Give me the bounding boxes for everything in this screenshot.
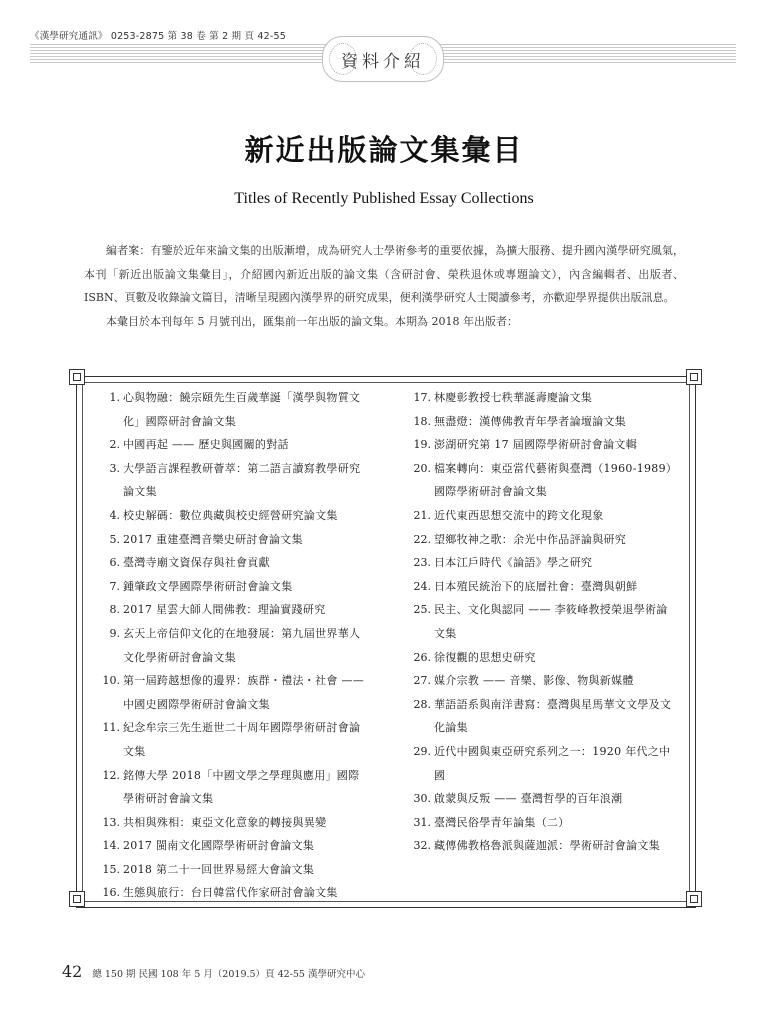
list-item-number: 17. <box>413 391 431 404</box>
list-item-number: 20. <box>413 461 431 475</box>
frame-corner-ornament <box>69 369 85 385</box>
frame-corner-ornament <box>69 891 85 907</box>
list-item-number: 7. <box>109 579 120 593</box>
list-item <box>405 386 675 410</box>
list-item <box>405 646 675 670</box>
list-item-number: 13. <box>102 815 120 829</box>
list-item <box>405 528 675 552</box>
list-item <box>405 551 675 575</box>
list-item-number: 16. <box>102 886 120 900</box>
list-item-number: 2. <box>109 438 120 452</box>
footer-text: 總 150 期 民國 108 年 5 月（2019.5）頁 42-55 漢學研究中心 <box>92 969 365 980</box>
list-item <box>405 433 675 457</box>
list-item-title: 玄天上帝信仰文化的在地發展：第九屆世界華人文化學術研討會論文集 <box>123 626 361 664</box>
list-item-title: 無盡燈：漢傳佛教青年學者論壇論文集 <box>434 414 627 428</box>
editor-note <box>84 239 684 333</box>
list-item <box>405 787 675 811</box>
list-item-number: 18. <box>413 414 431 428</box>
list-item-number: 4. <box>109 508 120 522</box>
list-item <box>98 622 368 669</box>
list-item-number: 5. <box>109 532 120 546</box>
list-item-number: 15. <box>102 862 120 876</box>
list-item <box>98 811 368 835</box>
editor-note-paragraph: 編者案：有鑒於近年來論文集的出版漸增，成為研究人士學術參考的重要依據，為擴大服務、提升國內漢學研究風氣，本刊「新近出版論文集彙目」，介紹國內新近出版的論文集（含研討會、榮秩退休或專題論文），內含編輯者、出版者、ISBN、頁數及收錄論文篇目，清晰呈現國內漢學界的研究成果，便利漢學研究人士閱讀參考，亦歡迎學界提供出版訊息。 <box>84 244 684 304</box>
list-item-title: 生態與旅行：台日韓當代作家研討會論文集 <box>123 886 338 900</box>
list-item-title: 日本殖民統治下的底層社會：臺灣與朝鮮 <box>434 579 638 593</box>
list-item <box>98 504 368 528</box>
editor-note-paragraph: 本彙目於本刊每年 5 月號刊出，匯集前一年出版的論文集。本期為 2018 年出版者： <box>106 314 518 328</box>
list-item-number: 11. <box>102 721 120 735</box>
list-item-title: 近代東西思想交流中的跨文化現象 <box>434 508 604 522</box>
list-item-title: 臺灣民俗學青年論集（二） <box>434 815 570 829</box>
list-item-title: 檔案轉向：東亞當代藝術與臺灣（1960-1989）國際學術研討會論文集 <box>434 461 672 499</box>
list-item <box>98 764 368 811</box>
list-item-number: 28. <box>413 697 431 711</box>
list-item <box>405 669 675 693</box>
list-item-number: 31. <box>413 815 431 829</box>
list-item-number: 1. <box>109 391 120 404</box>
list-item-title: 共相與殊相：東亞文化意象的轉接與異變 <box>123 815 327 829</box>
list-item <box>98 716 368 763</box>
list-item <box>98 598 368 622</box>
list-item-title: 2017 重建臺灣音樂史研討會論文集 <box>123 532 303 546</box>
list-item <box>98 528 368 552</box>
list-item <box>405 811 675 835</box>
list-item-title: 啟蒙與反叛 —— 臺灣哲學的百年浪潮 <box>434 792 623 806</box>
list-item-number: 21. <box>413 508 431 522</box>
list-item-number: 29. <box>413 744 431 758</box>
page-title: 新近出版論文集彙目 <box>244 133 524 167</box>
list-item <box>98 881 368 905</box>
list-item-number: 3. <box>109 461 120 475</box>
list-item-title: 媒介宗教 —— 音樂、影像、物與新媒體 <box>434 674 634 688</box>
section-badge: 資料介紹 <box>322 36 444 82</box>
list-item-title: 第一屆跨越想像的邊界：族群・禮法・社會 —— 中國史國際學術研討會論文集 <box>123 674 365 711</box>
list-item <box>98 575 368 599</box>
list-item-number: 32. <box>413 839 431 853</box>
list-item <box>98 669 368 716</box>
list-item-title: 林慶彰教授七秩華誕壽慶論文集 <box>434 391 593 404</box>
list-item-title: 華語語系與南洋書寫：臺灣與星馬華文文學及文化論集 <box>434 697 672 735</box>
list-item-title: 藏傳佛教格魯派與薩迦派：學術研討會論文集 <box>434 839 660 853</box>
list-item <box>405 834 675 858</box>
list-item-title: 大學語言課程教研薈萃：第二語言讀寫教學研究論文集 <box>123 461 361 499</box>
list-item-title: 近代中國與東亞研究系列之一：1920 年代之中國 <box>434 744 671 782</box>
list-item-number: 19. <box>413 438 431 452</box>
list-item-title: 望鄉牧神之歌：余光中作品評論與研究 <box>434 532 627 546</box>
list-item-title: 臺灣寺廟文資保存與社會貢獻 <box>123 556 270 570</box>
entries-left-column <box>98 386 368 905</box>
list-item-title: 民主、文化與認同 —— 李筱峰教授榮退學術論文集 <box>434 603 668 640</box>
list-item <box>98 433 368 457</box>
list-item-number: 25. <box>413 603 431 617</box>
list-item <box>98 858 368 882</box>
list-item <box>405 504 675 528</box>
list-item-title: 徐復觀的思想史研究 <box>434 650 536 664</box>
list-item <box>98 457 368 504</box>
frame-corner-ornament <box>686 891 702 907</box>
list-item-number: 9. <box>109 626 120 640</box>
list-item <box>98 551 368 575</box>
list-item-title: 心與物融：饒宗頤先生百歲華誕「漢學與物質文化」國際研討會論文集 <box>123 391 361 428</box>
journal-header: 《漢學研究通訊》 0253-2875 第 38 卷 第 2 期 頁 42-55 <box>30 31 286 42</box>
list-item <box>405 457 675 504</box>
page-footer <box>62 962 365 981</box>
entries-right-column <box>405 386 675 858</box>
list-item <box>98 386 368 433</box>
list-item <box>405 575 675 599</box>
list-item-title: 紀念牟宗三先生逝世二十周年國際學術研討會論文集 <box>123 721 361 758</box>
list-item-title: 2017 星雲大師人間佛教：理論實踐研究 <box>123 603 326 617</box>
list-item-number: 8. <box>109 603 120 617</box>
page-subtitle: Titles of Recently Published Essay Collections <box>234 190 534 207</box>
list-item <box>98 834 368 858</box>
list-item-title: 銘傳大學 2018「中國文學之學理與應用」國際學術研討會論文集 <box>123 768 360 806</box>
list-item-number: 23. <box>413 556 431 570</box>
list-item-number: 24. <box>413 579 431 593</box>
list-item-number: 26. <box>413 650 431 664</box>
list-item-number: 6. <box>109 556 120 570</box>
list-item-title: 2017 閩南文化國際學術研討會論文集 <box>123 839 315 853</box>
list-item <box>405 740 675 787</box>
list-item-title: 2018 第二十一回世界易經大會論文集 <box>123 862 315 876</box>
list-item-title: 中國再起 —— 歷史與國關的對話 <box>123 438 289 452</box>
list-item-number: 10. <box>102 674 120 688</box>
list-item-number: 12. <box>102 768 120 782</box>
list-item <box>405 598 675 645</box>
list-item-number: 14. <box>102 839 120 853</box>
list-item-number: 30. <box>413 792 431 806</box>
list-item-number: 22. <box>413 532 431 546</box>
list-item-title: 日本江戶時代《論語》學之研究 <box>434 556 593 570</box>
page-number: 42 <box>62 962 83 981</box>
list-item-title: 鍾肇政文學國際學術研討會論文集 <box>123 579 293 593</box>
list-item-number: 27. <box>413 674 431 688</box>
list-item-title: 校史解碼：數位典藏與校史經營研究論文集 <box>123 508 338 522</box>
frame-corner-ornament <box>686 369 702 385</box>
list-item <box>405 693 675 740</box>
list-item-title: 澎湖研究第 17 屆國際學術研討會論文輯 <box>434 438 637 452</box>
list-item <box>405 410 675 434</box>
